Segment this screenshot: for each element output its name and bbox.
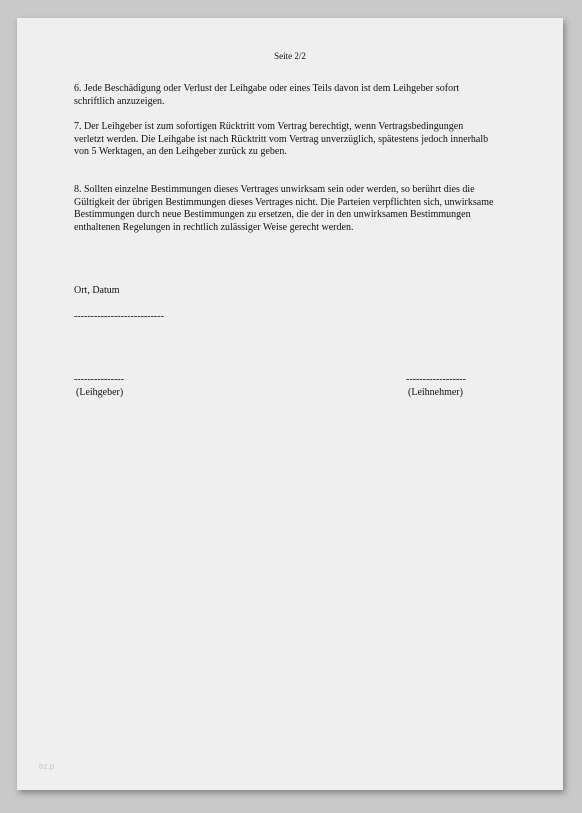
clause-6: 6. Jede Beschädigung oder Verlust der Leihgabe oder eines Teils davon ist dem Leihgeber sofort schriftlich anzuzeigen.: [74, 83, 460, 107]
signature-line-leihgeber: ---------------: [74, 374, 124, 385]
signature-label-leihgeber: (Leihgeber): [76, 386, 124, 398]
signature-line-leihnehmer: ------------------: [406, 374, 466, 385]
place-date-label: Ort, Datum: [74, 285, 120, 296]
signature-label-leihnehmer: (Leihnehmer): [408, 386, 463, 398]
watermark: bz.p: [39, 762, 55, 771]
signature-leihgeber: [74, 374, 124, 399]
place-date-line: ---------------------------: [74, 311, 164, 322]
document-page: [17, 18, 563, 790]
page-number-header: Seite 2/2: [274, 51, 306, 61]
clause-8: 8. Sollten einzelne Bestimmungen dieses Vertrages unwirksam sein oder werden, so berührt dies die Gültigkeit der übrigen Bestimmungen dieses Vertrages nicht. Die Parteien verpflichten sich, unwirksame Bestimmungen durch neue Bestimmungen zu ersetzen, die der in den unwirksamen Bestimmungen enthaltenen Regelungen in rechtlich zulässiger Weise gerecht werden.: [74, 184, 494, 233]
clause-7: 7. Der Leihgeber ist zum sofortigen Rücktritt vom Vertrag berechtigt, wenn Vertragsbedingungen verletzt werden. Die Leihgabe ist nach Rücktritt vom Vertrag unverzüglich, spätestens jedoch innerhalb von 5 Werktagen, an den Leihgeber zurück zu geben.: [74, 121, 489, 158]
signature-leihnehmer: [406, 374, 466, 399]
